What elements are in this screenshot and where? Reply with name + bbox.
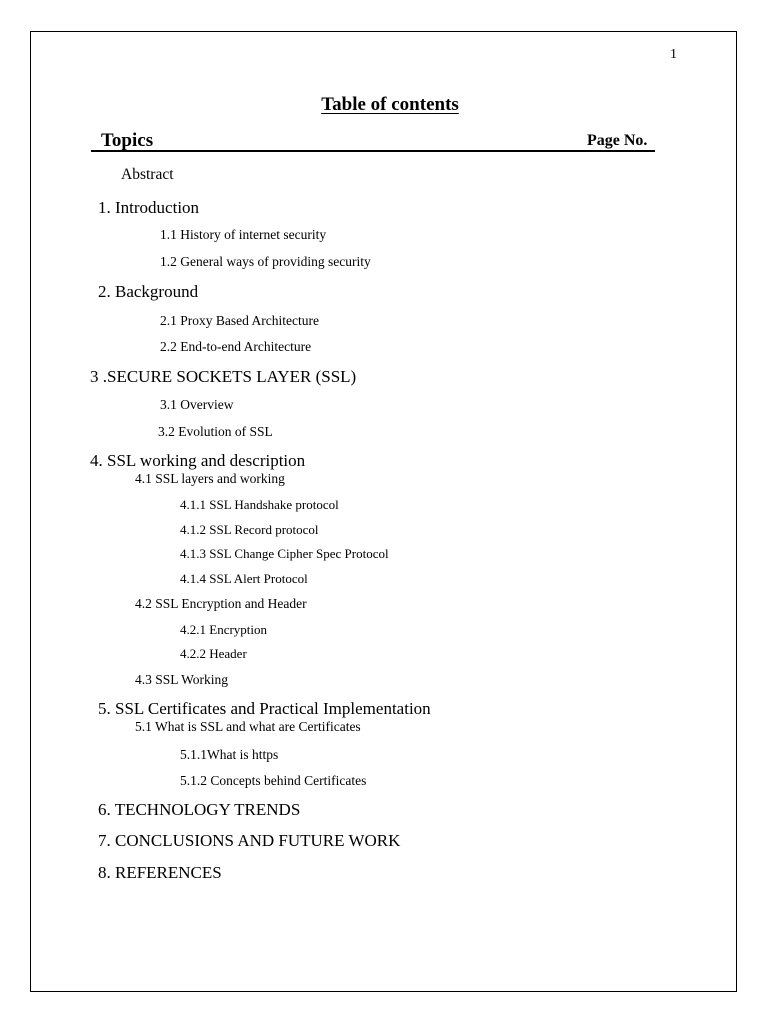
toc-entry-ssl-encryption-header: 4.2 SSL Encryption and Header — [135, 596, 307, 611]
document-title: Table of contents — [321, 94, 459, 115]
toc-entry-header: 4.2.2 Header — [180, 646, 247, 661]
toc-entry-what-is-https: 5.1.1What is https — [180, 747, 279, 762]
toc-entry-end-to-end-architecture: 2.2 End-to-end Architecture — [160, 339, 312, 354]
toc-entry-introduction: 1. Introduction — [98, 198, 200, 217]
toc-entry-abstract: Abstract — [121, 166, 174, 183]
header-divider — [91, 150, 655, 152]
toc-entry-ssl-alert-protocol: 4.1.4 SSL Alert Protocol — [180, 571, 308, 586]
toc-entry-general-ways-security: 1.2 General ways of providing security — [160, 254, 371, 269]
topics-column-header: Topics — [101, 130, 154, 151]
toc-entry-ssl-layers-working: 4.1 SSL layers and working — [135, 471, 285, 486]
toc-entry-ssl-handshake-protocol: 4.1.1 SSL Handshake protocol — [180, 497, 339, 512]
toc-entry-ssl-change-cipher-spec: 4.1.3 SSL Change Cipher Spec Protocol — [180, 546, 389, 561]
toc-entry-ssl-record-protocol: 4.1.2 SSL Record protocol — [180, 522, 319, 537]
toc-entry-concepts-behind-certificates: 5.1.2 Concepts behind Certificates — [180, 773, 367, 788]
toc-entry-ssl-working: 4.3 SSL Working — [135, 672, 229, 687]
page-number: 1 — [670, 47, 677, 62]
toc-entry-overview: 3.1 Overview — [160, 397, 234, 412]
toc-entry-ssl-certificates-implementation: 5. SSL Certificates and Practical Implementation — [98, 699, 431, 718]
toc-entry-technology-trends: 6. TECHNOLOGY TRENDS — [98, 800, 301, 819]
toc-entry-references: 8. REFERENCES — [98, 863, 222, 882]
toc-entry-what-is-ssl-certificates: 5.1 What is SSL and what are Certificates — [135, 719, 361, 734]
toc-entry-proxy-based-architecture: 2.1 Proxy Based Architecture — [160, 313, 319, 328]
toc-entry-ssl-working-description: 4. SSL working and description — [90, 451, 306, 470]
toc-entry-conclusions-future-work: 7. CONCLUSIONS AND FUTURE WORK — [98, 831, 401, 850]
toc-entry-evolution-of-ssl: 3.2 Evolution of SSL — [158, 424, 273, 439]
toc-entry-history-of-internet-security: 1.1 History of internet security — [160, 227, 327, 242]
page-no-column-header: Page No. — [587, 132, 648, 149]
toc-entry-encryption: 4.2.1 Encryption — [180, 622, 268, 637]
toc-entry-background: 2. Background — [98, 282, 199, 301]
document-title-container — [0, 95, 768, 114]
toc-entry-secure-sockets-layer: 3 .SECURE SOCKETS LAYER (SSL) — [90, 367, 357, 386]
